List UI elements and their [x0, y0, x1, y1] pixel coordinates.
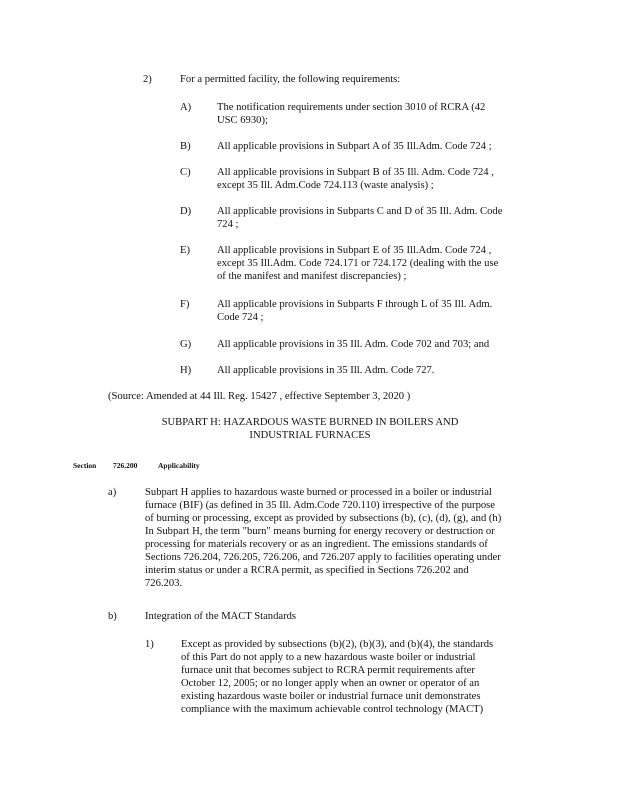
para-b-text: Integration of the MACT Standards: [145, 611, 297, 622]
subpart-heading: [110, 416, 510, 442]
section-number: 726.200: [113, 461, 138, 470]
item-h-text: [217, 364, 537, 377]
item-d-line-1: All applicable provisions in Subparts C and D of 35 Ill. Adm. Code: [217, 206, 503, 217]
item-a-label: A): [180, 102, 192, 113]
para-a-line-5: processing for materials recovery or as an ingredient. The emissions standards of: [145, 539, 488, 550]
para-b1-line-4: October 12, 2005; or no longer apply when an owner or operator of an: [181, 678, 480, 689]
item-f-label: F): [180, 299, 190, 310]
item-a-text: [217, 101, 537, 127]
item-b-line-1: All applicable provisions in Subpart A of 35 Ill.Adm. Code 724 ;: [217, 141, 492, 152]
para-b-label: b): [108, 611, 117, 622]
para-a-line-6: Sections 726.204, 726.205, 726.206, and 726.207 apply to facilities operating under: [145, 552, 501, 563]
para-b1-line-5: existing hazardous waste boiler or industrial furnace unit demonstrates: [181, 691, 481, 702]
source-note: (Source: Amended at 44 Ill. Reg. 15427 , effective September 3, 2020 ): [108, 391, 411, 402]
item-a-line-2: USC 6930);: [217, 115, 268, 126]
item-e-text: [217, 244, 537, 283]
item-f-text: [217, 298, 537, 324]
item-c-text: [217, 166, 537, 192]
para-a-line-2: furnace (BIF) (as defined in 35 Ill. Adm.Code 720.110) irrespective of the purpose: [145, 500, 495, 511]
item-e-line-1: All applicable provisions in Subpart E of 35 Ill.Adm. Code 724 ,: [217, 245, 492, 256]
para-a-line-8: 726.203.: [145, 578, 183, 589]
item-g-text: [217, 338, 537, 351]
para-b1-line-6: compliance with the maximum achievable control technology (MACT): [181, 704, 484, 715]
item-g-line-1: All applicable provisions in 35 Ill. Adm. Code 702 and 703; and: [217, 339, 490, 350]
item-c-label: C): [180, 167, 191, 178]
item-e-label: E): [180, 245, 190, 256]
para-a-text: [145, 486, 535, 590]
para-b1-line-2: of this Part do not apply to a new hazardous waste boiler or industrial: [181, 652, 476, 663]
item-h-label: H): [180, 365, 192, 376]
item-h-line-1: All applicable provisions in 35 Ill. Adm. Code 727.: [217, 365, 435, 376]
para-a-line-1: Subpart H applies to hazardous waste burned or processed in a boiler or industrial: [145, 487, 492, 498]
item-g-label: G): [180, 339, 192, 350]
item-e-line-3: of the manifest and manifest discrepancies) ;: [217, 271, 407, 282]
item-e-line-2: except 35 Ill.Adm. Code 724.171 or 724.172 (dealing with the use: [217, 258, 499, 269]
para-a-label: a): [108, 487, 117, 498]
item-f-line-2: Code 724 ;: [217, 312, 264, 323]
item-d-line-2: 724 ;: [217, 219, 239, 230]
section-title: Applicability: [158, 461, 200, 470]
item-f-line-1: All applicable provisions in Subparts F through L of 35 Ill. Adm.: [217, 299, 493, 310]
item-2-label: 2): [143, 74, 152, 85]
item-c-line-1: All applicable provisions in Subpart B of 35 Ill. Adm. Code 724 ,: [217, 167, 494, 178]
para-a-line-3: of burning or processing, except as provided by subsections (b), (c), (d), (g), and (h): [145, 513, 502, 524]
para-b1-line-3: furnace unit that becomes subject to RCRA permit requirements after: [181, 665, 475, 676]
para-b1-line-1: Except as provided by subsections (b)(2), (b)(3), and (b)(4), the standards: [181, 639, 494, 650]
item-2-text: For a permitted facility, the following requirements:: [180, 74, 401, 85]
item-a-line-1: The notification requirements under section 3010 of RCRA (42: [217, 102, 486, 113]
section-prefix: Section: [73, 461, 97, 470]
item-d-label: D): [180, 206, 192, 217]
subpart-heading-line-1: SUBPART H: HAZARDOUS WASTE BURNED IN BOILERS AND: [161, 417, 459, 428]
para-a-line-4: In Subpart H, the term "burn" means burning for energy recovery or destruction or: [145, 526, 495, 537]
para-b1-label: 1): [145, 639, 154, 650]
item-c-line-2: except 35 Ill. Adm.Code 724.113 (waste analysis) ;: [217, 180, 434, 191]
item-b-label: B): [180, 141, 191, 152]
item-b-text: [217, 140, 537, 153]
item-d-text: [217, 205, 537, 231]
para-a-line-7: interim status or under a RCRA permit, as specified in Sections 726.202 and: [145, 565, 469, 576]
subpart-heading-line-2: INDUSTRIAL FURNACES: [249, 430, 371, 441]
para-b1-text: [181, 638, 526, 716]
